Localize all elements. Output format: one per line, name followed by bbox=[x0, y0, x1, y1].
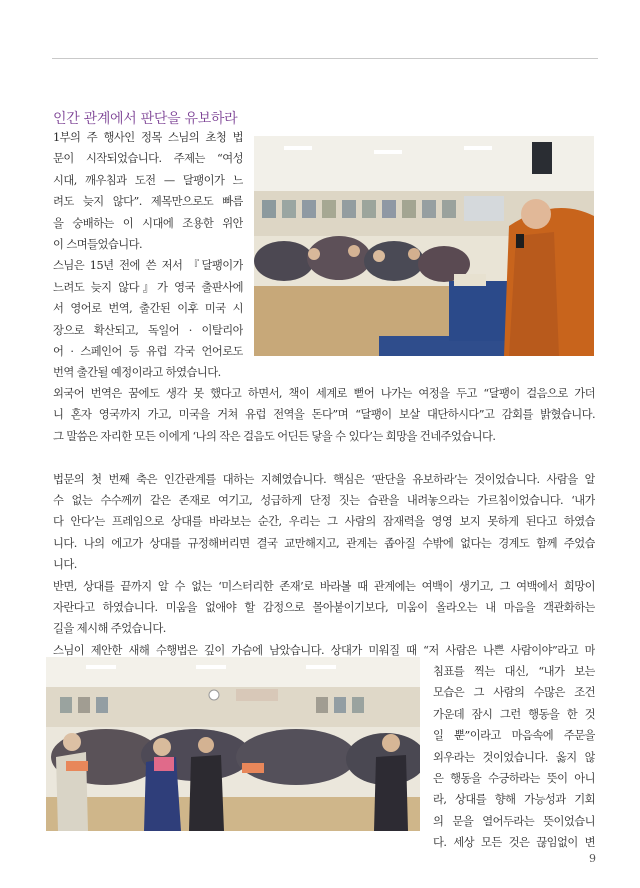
text-line: 이 스며들었습니다. bbox=[53, 238, 142, 252]
text-line: 일 뿐”이라고 마음속에 주문을 bbox=[433, 729, 595, 743]
text-line: 외국어 번역은 꿈에도 생각 못 했다고 하면서, 책이 세계로 뻗어 나가는 여정을 두고 “달팽이 걸음으로 가더 bbox=[53, 387, 595, 400]
text-line: 은 행동을 수긍하라는 뜻이 아니 bbox=[433, 772, 595, 786]
text-line: 서 영어로 번역, 출간된 이후 미국 시 bbox=[53, 302, 243, 316]
chanting-audience-photo bbox=[46, 657, 420, 831]
body-paragraphs bbox=[53, 383, 595, 661]
text-line: 니다. bbox=[53, 558, 77, 572]
text-line: 자란다고 하였습니다. 미움을 없애야 할 감정으로 몰아붙이기보다, 미움이 올라오는 내 마음을 객관화하는 bbox=[53, 601, 595, 615]
text-line: 느려도 늦지 않다』가 영국 출판사에 bbox=[53, 280, 243, 294]
section-heading: 인간 관계에서 판단을 유보하라 bbox=[53, 111, 238, 127]
text-line: 라, 상대를 향해 가능성과 기회 bbox=[433, 793, 595, 807]
page-number: 9 bbox=[589, 852, 596, 865]
text-line: 니 혼자 영국까지 가고, 미국을 거쳐 유럽 전역을 돈다”며 “달팽이 보살 대단하시다”고 감회를 밝혔습니다. bbox=[53, 408, 595, 422]
text-line: 법문의 첫 번째 축은 인간관계를 대하는 지혜였습니다. 핵심은 ‘판단을 유보하라’는 것이었습니다. 사람을 알 bbox=[53, 472, 595, 486]
text-line: 1부의 주 행사인 정목 스님의 초청 법 bbox=[53, 131, 243, 144]
text-line: 수 없는 수수께끼 같은 존재로 여기고, 성급하게 단정 짓는 습관을 내려놓으라는 가르침이었습니다. ‘내가 bbox=[53, 494, 595, 508]
text-line: 스님이 제안한 새해 수행법은 깊이 가슴에 남았습니다. 상대가 미워질 때 “저 사람은 나쁜 사람이야”라고 마 bbox=[53, 643, 595, 657]
text-line: 을 숭배하는 이 시대에 조용한 위안 bbox=[53, 216, 243, 230]
text-line: 그 말씀은 자리한 모든 이에게 ‘나의 작은 걸음도 어딘든 닿을 수 있다’는 희망을 건네주었습니다. bbox=[53, 429, 496, 443]
side-column-paragraph bbox=[433, 661, 595, 854]
lecture-hall-photo bbox=[254, 136, 594, 356]
text-line: 침표를 찍는 대신, “내가 보는 bbox=[433, 665, 595, 678]
top-rule bbox=[52, 58, 598, 59]
text-line: 다 안다’는 프레임으로 상대를 바라보는 순간, 우리는 그 사람의 잠재력을 영영 보지 못하게 된다고 하였습 bbox=[53, 515, 595, 529]
text-line: 니다. 나의 에고가 상대를 규정해버리면 결국 교만해지고, 관계는 좁아질 수밖에 없다는 경계도 함께 주었습 bbox=[53, 536, 595, 550]
text-line: 번역 출간될 예정이라고 하였습니다. bbox=[53, 366, 221, 380]
text-line: 의 문을 열어두라는 뜻이었습니 bbox=[433, 814, 595, 828]
text-line: 가운데 잠시 그런 행동을 한 것 bbox=[433, 707, 595, 721]
text-line: 어 · 스페인어 등 유럽 각국 언어로도 bbox=[53, 345, 243, 359]
text-line: 시대, 깨우침과 도전 — 달팽이가 느 bbox=[53, 173, 243, 187]
text-line: 려도 늦지 않다”. 제목만으로도 빠름 bbox=[53, 195, 243, 209]
text-line: 다. 세상 모든 것은 끊임없이 변 bbox=[433, 836, 595, 850]
text-line: 스님은 15년 전에 쓴 저서 『달팽이가 bbox=[53, 259, 243, 273]
text-line: 장으로 확산되고, 독일어 · 이탈리아 bbox=[53, 323, 243, 337]
text-line: 길을 제시해 주었습니다. bbox=[53, 622, 166, 636]
text-line: 모습은 그 사람의 수많은 조건 bbox=[433, 686, 595, 700]
text-line: 외우라는 것이었습니다. 옳지 않 bbox=[433, 750, 595, 764]
text-line: 문이 시작되었습니다. 주제는 “여성 bbox=[53, 152, 243, 166]
intro-paragraph bbox=[53, 127, 243, 384]
text-line: 반면, 상대를 끝까지 알 수 없는 ‘미스터리한 존재’로 바라볼 때 관계에는 여백이 생기고, 그 여백에서 희망이 bbox=[53, 579, 595, 593]
text-line bbox=[53, 447, 595, 468]
